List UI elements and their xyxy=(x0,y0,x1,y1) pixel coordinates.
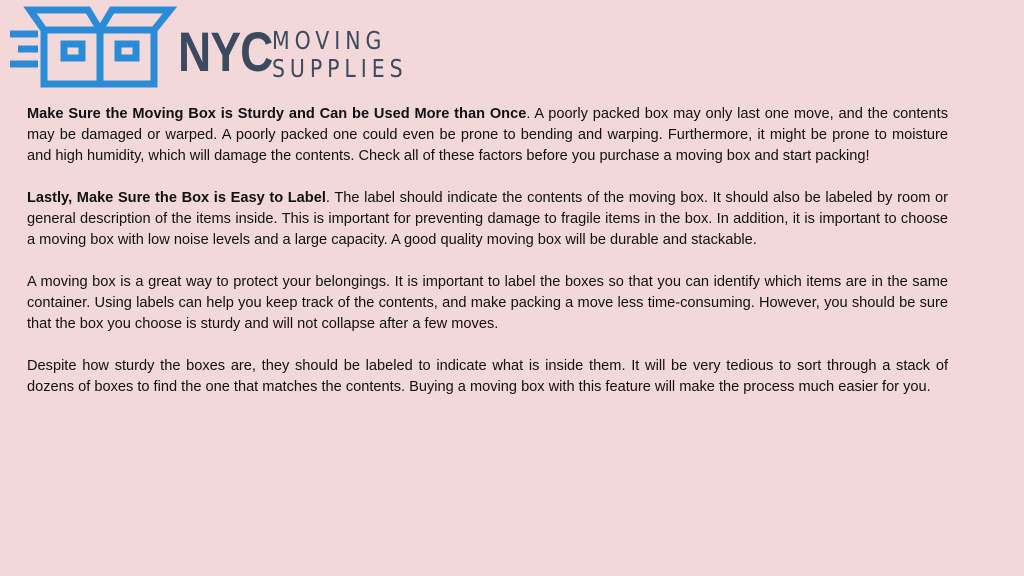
paragraph-text: Despite how sturdy the boxes are, they should be labeled to indicate what is inside them. It will be very tedious to sort through a stack of dozens of boxes to find the one that matches the contents. Buying a moving box with this feature will make the process much easier for you. xyxy=(27,358,948,395)
paragraph-text: . A poorly packed box may only last one move, and the contents may be damaged or warped. A poorly packed one could even be prone to bending and warping. Furthermore, it might be prone to moisture and high humidity, which will damage the contents. Check all of these factors before you purchase a moving box and start packing! xyxy=(27,106,948,164)
paragraph-text: A moving box is a great way to protect your belongings. It is important to label the boxes so that you can identify which items are in the same container. Using labels can help you keep track of the contents, and make packing a move less time-consuming. However, you should be sure that the box you choose is sturdy and will not collapse after a few moves. xyxy=(27,274,948,332)
paragraph-text: . The label should indicate the contents of the moving box. It should also be labeled by room or general description of the items inside. This is important for preventing damage to fragile items in the box. In addition, it is important to choose a moving box with low noise levels and a large capacity. A good quality moving box will be durable and stackable. xyxy=(27,190,948,248)
brand-name-line2: SUPPLIES xyxy=(272,54,408,83)
moving-box-icon xyxy=(8,4,180,90)
article-body xyxy=(27,104,948,419)
paragraph-tedious xyxy=(27,356,948,398)
paragraph-protect xyxy=(27,272,948,335)
paragraph-heading: Lastly, Make Sure the Box is Easy to Label xyxy=(27,190,326,206)
brand-name-primary: NYC xyxy=(178,20,273,83)
paragraph-label xyxy=(27,188,948,251)
paragraph-sturdy xyxy=(27,104,948,167)
brand-logo xyxy=(8,4,408,90)
brand-name-line1: MOVING xyxy=(272,26,387,55)
paragraph-heading: Make Sure the Moving Box is Sturdy and Can be Used More than Once xyxy=(27,106,527,122)
